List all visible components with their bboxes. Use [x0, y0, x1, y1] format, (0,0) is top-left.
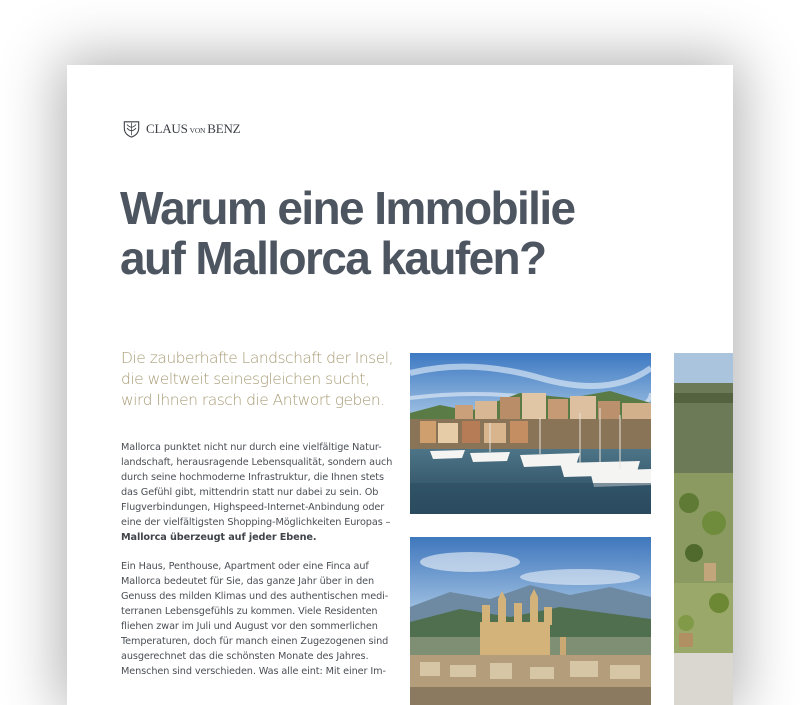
document-page	[67, 65, 733, 705]
body-paragraph-1: Mallorca punktet nicht nur durch eine vielfältige Natur- landschaft, herausragende Lebensqualität, sondern auch durch seine hochmoderne Infrastruktur, die Ihnen stets das Gefühl gibt, mittendrin statt nur dabei zu sein. Ob Flugverbindungen, Highspeed-Internet-Anbindung oder eine der vielfältigsten Shopping-Möglichkeiten Europas – Mallorca überzeugt auf jeder Ebene.	[121, 442, 393, 543]
hillside-photo	[674, 353, 733, 705]
emphasis-line: Mallorca überzeugt auf jeder Ebene.	[121, 532, 317, 543]
lead-text: Die zauberhafte Landschaft der Insel, die weltweit seinesgleichen sucht, wird Ihnen rasch die Antwort geben.	[121, 349, 394, 409]
brand-name: CLAUS VON BENZ	[146, 121, 241, 136]
crest-logo-icon	[122, 120, 141, 138]
cathedral-photo	[410, 537, 651, 705]
title-line-2: auf Mallorca kaufen?	[120, 232, 546, 284]
brand-logo	[122, 120, 240, 138]
title-line-1: Warum eine Immobilie	[120, 182, 575, 234]
page-title	[120, 183, 680, 283]
harbour-photo	[410, 353, 651, 514]
body-paragraph-2: Ein Haus, Penthouse, Apartment oder eine Finca auf Mallorca bedeutet für Sie, das ganze Jahr über in den Genuss des milden Klimas und des authentischen medi- terranen Lebensgefühls zu kommen. Viele Residenten fliehen zwar im Juli und August vor den sommerlichen Temperaturen, doch für manch einen Zugezogenen sind ausgerechnet das die schönsten Monate des Jahres. Menschen sind verschieden. Was alle eint: Mit einer Im-	[121, 561, 389, 677]
